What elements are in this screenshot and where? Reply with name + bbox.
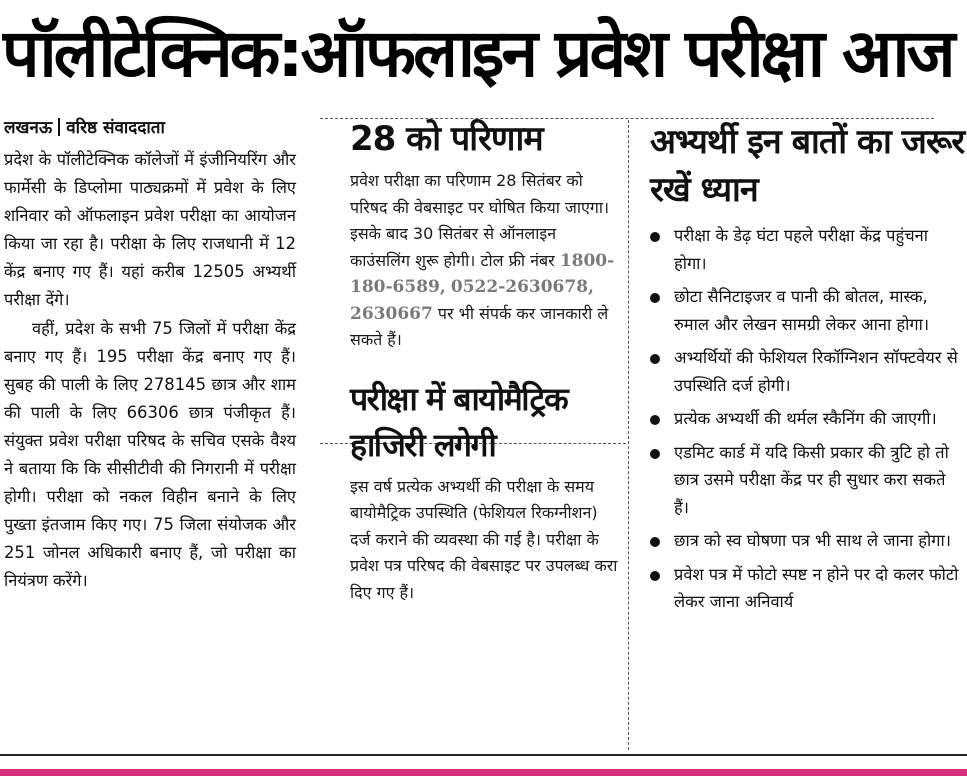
list-item-text: प्रत्येक अभ्यर्थी की थर्मल स्कैनिंग की जाएगी।: [674, 409, 937, 428]
list-item: [640, 439, 965, 522]
main-story-paragraph: प्रदेश के पॉलीटेक्निक कॉलेजों में इंजीनियरिंग और फार्मेसी के डिप्लोमा पाठ्यक्रमों में प्रवेश के लिए शनिवार को ऑफलाइन प्रवेश परीक्षा का आयोजन किया जा रहा है। परीक्षा के लिए राजधानी में 12 केंद्र बनाए गए हैं। यहां करीब 12505 अभ्यर्थी परीक्षा देंगे।: [4, 150, 296, 310]
byline-separator: [58, 118, 60, 136]
byline-place: लखनऊ: [4, 118, 53, 138]
list-item-text: प्रवेश पत्र में फोटो स्पष्ट न होने पर दो कलर फोटो लेकर जाना अनिवार्य: [674, 564, 959, 611]
byline-reporter: वरिष्ठ संवाददाता: [66, 118, 165, 138]
bullet-icon: [650, 537, 660, 547]
tips-list: [640, 222, 965, 616]
list-item: [640, 222, 965, 277]
tips-column: [640, 116, 965, 622]
bullet-icon: [650, 571, 660, 581]
main-story-paragraph: वहीं, प्रदेश के सभी 75 जिलों में परीक्षा केंद्र बनाए गए हैं। 195 परीक्षा केंद्र बनाए गए हैं। सुबह की पाली के लिए 278145 छात्र और शाम की पाली के लिए 66306 छात्र पंजीकृत हैं। संयुक्त प्रवेश परीक्षा परिषद के सचिव एसके वैश्य ने बताया कि कि सीसीटीवी की निगरानी में परीक्षा होगी। परीक्षा को नकल विहीन बनाने के लिए पुख्ता इंतजाम किए गए। 75 जिला संयोजक और 251 जोनल अधिकारी बनाए हैं, जो परीक्षा का नियंत्रण करेंगे।: [4, 318, 296, 591]
list-item: [640, 561, 965, 616]
accent-bar: [0, 769, 967, 776]
biometric-heading: परीक्षा में बायोमैट्रिक हाजिरी लगेगी: [350, 379, 568, 464]
bullet-icon: [650, 449, 660, 459]
list-item: [640, 405, 965, 433]
list-item-text: छात्र को स्व घोषणा पत्र भी साथ ले जाना होगा।: [674, 531, 951, 550]
bottom-rule: [0, 754, 967, 756]
tips-heading: अभ्यर्थी इन बातों का जरूर रखें ध्यान: [650, 122, 965, 210]
headline: पॉलीटेक्निक:ऑफलाइन प्रवेश परीक्षा आज: [2, 15, 953, 92]
phone-number: 1800-180-6589,: [350, 250, 615, 297]
bullet-icon: [650, 232, 660, 242]
list-item-text: अभ्यर्थियों की फेशियल रिकॉग्निशन सॉफ्टवेयर से उपस्थिति दर्ज होगी।: [674, 348, 958, 395]
result-tail: पर भी संपर्क कर जानकारी ले सकते हैं।: [350, 303, 609, 349]
bullet-icon: [650, 354, 660, 364]
list-item: [640, 527, 965, 555]
phone-number: 2630667: [350, 303, 433, 324]
main-story-body: [4, 146, 296, 596]
result-column: [320, 116, 620, 606]
phone-number: 0522-2630678,: [450, 277, 594, 297]
byline: [4, 116, 296, 140]
column-divider: [628, 120, 629, 750]
bullet-icon: [650, 415, 660, 425]
list-item-text: परीक्षा के डेढ़ घंटा पहले परीक्षा केंद्र पहुंचना होगा।: [674, 226, 928, 273]
list-item-text: छोटा सैनिटाइजर व पानी की बोतल, मास्क, रुमाल और लेखन सामग्री लेकर आना होगा।: [674, 287, 930, 334]
bullet-icon: [650, 293, 660, 303]
biometric-text: इस वर्ष प्रत्येक अभ्यर्थी की परीक्षा के समय बायोमैट्रिक उपस्थिति (फेशियल रिकग्नीशन) दर्ज कराने की व्यवस्था की गई है। परीक्षा के प्रवेश पत्र परिषद की वेबसाइट पर उपलब्ध करा दिए गए हैं।: [350, 476, 618, 602]
list-item-text: एडमिट कार्ड में यदि किसी प्रकार की त्रुटि हो तो छात्र उसमे परीक्षा केंद्र पर ही सुधार करा सकते हैं।: [674, 442, 949, 517]
result-heading: 28 को परिणाम: [350, 119, 543, 159]
result-body: प्रवेश परीक्षा का परिणाम 28 सितंबर को परिषद की वेबसाइट पर घोषित किया जाएगा। इसके बाद 30 सितंबर से ऑनलाइन काउंसलिंग शुरू होगी। टोल फ्री नंबर: [350, 171, 610, 270]
main-story-column: [4, 116, 296, 596]
result-text: [350, 168, 620, 354]
list-item: [640, 344, 965, 399]
list-item: [640, 283, 965, 338]
